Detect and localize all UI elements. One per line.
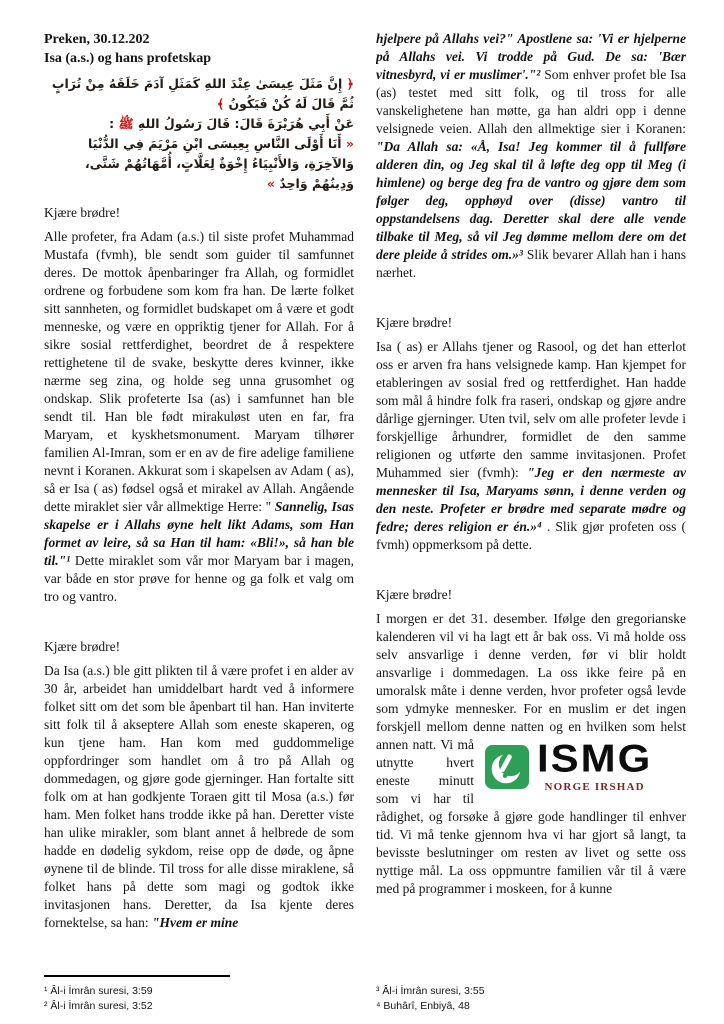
hadith-narration-arabic: عَنْ أَبِي هُرَيْرَةَ قَالَ: قَالَ رَسُولُ اللهِ ﷺ : xyxy=(109,116,354,131)
greeting-heading: Kjære brødre! xyxy=(376,587,453,602)
footnote: ³ Âl-i İmrân suresi, 3:55 xyxy=(376,985,485,997)
logo-wordmark: ISMG xyxy=(537,736,653,780)
footnote: ² Âl-i İmrân suresi, 3:52 xyxy=(44,1000,153,1012)
greeting-heading: Kjære brødre! xyxy=(44,205,121,220)
footnote: ¹ Âl-i İmrân suresi, 3:59 xyxy=(44,985,153,997)
footnotes-right xyxy=(376,979,686,1014)
right-column xyxy=(376,30,686,1024)
paragraph-new-year xyxy=(376,610,686,898)
paragraph-isa-legacy: Isa ( as) er Allahs tjener og Rasool, og det han etterlot oss er arven fra hans velsignede kamp. Han kjempet for etableringen av sosial fred og rettferdighet. Han hadde som mål å hindre folk fra raseri, ondskap og gjøre andre dårlige gjerninger. Uten tvil, selv om alle profeter levde i forskjellige århundrer, formidlet de den samme religionen og utførte den samme invitasjonen. Profet Muhammed sier (fvmh): "Jeg er den nærmeste av mennesker til Isa, Maryams sønn, i denne verden og den neste. Profeter er brødre med separate mødre og fedre; deres religion er én.»⁴ . Slik gjør profeten oss ( fvmh) oppmerksom på dette. xyxy=(376,339,686,552)
paragraph-text-before-logo: I morgen er det 31. desember. Ifølge den gregorianske kalenderen vil vi ha lagt ett år bak oss. Vi må holde oss selv ansvarlige i denne verden, før vi blir holdt ansvarlige i dommedagen. La oss ikke feire på en umoralsk måte i denne verden, hvor profeter også levde som ydmyke mennesker. For en muslim er det ingen forskjell mellom denne natten og en xyxy=(376,611,686,734)
paragraph-text-after-logo: hvilken som helst annen natt. Vi må utnytte hvert eneste minutt som vi har til rådighet, og forsøke å gjøre gode handlinger til enhver tid. Vi må tenke gjennom hva vi har gjort så langt, ta bevisste beslutninger om resten av livet og sette oss nyttige mål. La oss oppmuntre familien vår til å være med på programmer i moskeen, for å kunne xyxy=(376,719,686,896)
paragraph-helpers-quote: hjelpere på Allahs vei?" Apostlene sa: 'Vi er hjelperne på Allahs vei. Vi trodde på Gud. De sa: 'Bær vitnesbyrd, vi er muslimer'."² Som enhver profet ble Isa (as) testet med sitt folk, og til tross for alle vanskelighetene han møtte, ga han aldri opp i denne velsignede veien. Allah den allmektige sier i Koranen: "Da Allah sa: «Å, Isa! Jeg kommer til å fullføre alderen din, og Jeg skal til å løfte deg opp til Meg (i himlene) og berge deg fra de vantro og gjøre dem som følger deg, opphøyd over (disse) vantro til oppstandelsens dag. Deretter skal dere alle vende tilbake til Meg, så vil Jeg dømme mellom dere om det dere pleide å strides om.»³ Slik bevarer Allah han i hans nærhet. xyxy=(376,31,686,280)
doc-header xyxy=(44,30,354,68)
arabic-quote-block xyxy=(44,74,354,194)
crescent-pen-icon xyxy=(484,744,530,790)
paragraph-prophets: Alle profeter, fra Adam (a.s.) til siste profet Muhammad Mustafa (fvmh), ble sendt som guider til samfunnet deres. De mottok åpenbaringer fra Allah, og formidlet ordrene og forbudene som kom fra han. De lærte folket sitt sannheten, og formidlet budskapet om å være et godt menneske, og være en oppriktig tjener for Allah. For å sikre sosial rettferdighet, beordret de å respektere rettighetene til de svake, beskytte deres kvinner, ikke nærme seg zina, og holde seg unna grusomhet og ondskap. Slik profeterte Isa (as) i samfunnet han ble sendt til. Han ble født mirakuløst uten en far, fra Maryam, et kyskhetsmonument. Maryam tilhører familien Al-Imran, som er en av de fire adelige familiene nevnt i Koranen. Akkurat som i skapelsen av Adam ( as), så er Isa ( as) fødsel også et mirakel av Allah. Angående dette miraklet sier vår allmektige Herre: " Sannelig, Isas skapelse er i Allahs øyne helt likt Adams, som Han formet av leire, så sa Han til ham: «Bli!», så han ble til."¹ Dette miraklet som vår mor Maryam bar i magen, var både en stor prøve for henne og ga folk et valg om tro og vantro. xyxy=(44,229,354,604)
sermon-title: Isa (a.s.) og hans profetskap xyxy=(44,51,211,66)
ismg-logo xyxy=(484,736,686,796)
greeting-heading: Kjære brødre! xyxy=(44,639,121,654)
logo-text-block xyxy=(537,736,653,796)
logo-subtitle: NORGE IRSHAD xyxy=(544,780,645,793)
paragraph-isa-mission: Da Isa (a.s.) ble gitt plikten til å være profet i en alder av 30 år, arbeidet han umiddelbart hardt ved å informere folket sitt om det som ble åpenbart til han. Han inviterte sitt folk til å akseptere Allah som eneste skaperen, og kun tjene ham. Han kom med guddommelige oppfordringer som handlet om å tro på Allah og dommedagen, og gjøre gode gjerninger. Han fortalte sitt folk om at han godkjente Toraen gitt til Mosa (a.s.) før ham. Men folket hans trodde ikke på han. Deretter viste han ulike mirakler, som blant annet å helbrede de som hadde en dødelig sykdom, reise opp de døde, og åpne øynene til de blinde. Til tross for alle disse miraklene, så folket hans på dette som magi og godtok ikke invitasjonen hans. Deretter, da Isa kjente deres fornektelse, sa han: "Hvem er mine xyxy=(44,663,354,930)
left-column xyxy=(44,30,354,1024)
hadith-text-arabic: « أَنَا أَوْلَى النَّاسِ بِعِيسَى ابْنِ مَرْيَمَ فِي الدُّنْيَا وَالآخِرَةِ، وَالأَنْبِيَاءُ إِخْوَةٌ لِعَلَّاتٍ، أُمَّهَاتُهُمْ شَتَّى، وَدِينُهُمْ وَاحِدٌ » xyxy=(85,136,354,191)
footnotes-left xyxy=(44,970,354,1014)
footnote: ⁴ Buhârî, Enbiyâ, 48 xyxy=(376,1000,470,1012)
sermon-date: Preken, 30.12.202 xyxy=(44,32,150,47)
quran-verse-arabic: ﴿ إِنَّ مَثَلَ عِيسَىٰ عِنْدَ اللهِ كَمَثَلِ آدَمَ خَلَقَهُ مِنْ تُرَابٍ ثُمَّ قَالَ لَهُ كُنْ فَيَكُونُ ﴾ xyxy=(51,76,354,111)
greeting-heading: Kjære brødre! xyxy=(376,315,453,330)
